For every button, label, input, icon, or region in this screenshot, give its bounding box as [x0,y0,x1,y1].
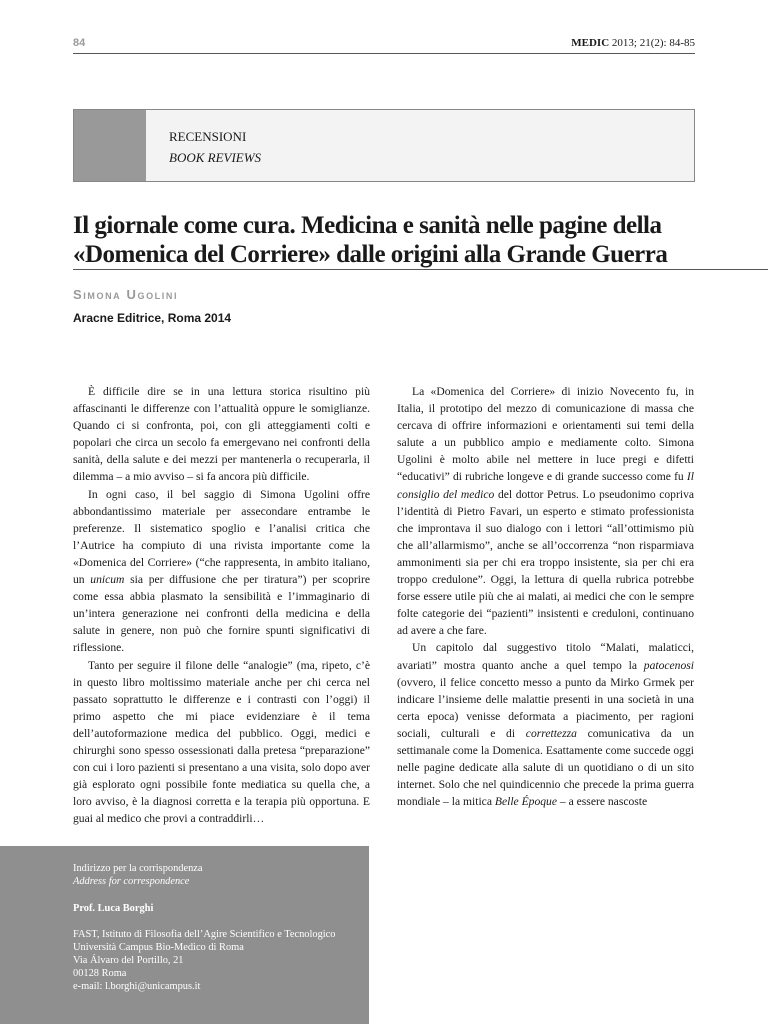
email-address: e-mail: l.borghi@unicampus.it [73,980,201,992]
text-run: (ovvero, il felice concetto messo a punto da Mirko Grmek per indicare l’insieme delle malattie presenti in una società in una certa epoca) venisse deformata a piacimento, per ragioni sociali, culturali e di [397,675,694,740]
paragraph [397,639,694,810]
address-line: Università Campus Bio-Medico di Roma [73,942,244,954]
paragraph [397,383,694,639]
text-run: Un capitolo dal suggestivo titolo “Malati, malaticci, avariati” mostra quanto anche a quel tempo la [397,641,694,672]
article-title-line2: «Domenica del Corriere» dalle origini alla Grande Guerra [73,241,668,268]
text-run: del dottor Petrus. Lo pseudonimo copriva l’identità di Pietro Favari, un esperto e stimato professionista che improntava il suo dialogo con i lettori “all’ottimismo più che all’allarmismo”, anche se all’occorrenza “non risparmiava ammonimenti sia per chi era troppo insistente, sia per chi era troppo credulone”. Oggi, la lettura di quella rubrica potrebbe forse essere utile più che ai malati, ai medici che con le sempre folte categorie dei “pazienti” insistenti e creduloni, continuano ad avere a che fare. [397,487,695,638]
section-grey-bar [74,110,146,181]
italic-text: correttezza [525,726,577,740]
correspondence-content [73,863,363,993]
italic-text: Il consiglio del medico [397,470,694,501]
section-box [73,109,695,182]
correspondence-label-en: Address for correspondence [73,875,190,887]
italic-text: patocenosi [643,658,694,672]
section-label-it: RECENSIONI [169,129,247,144]
section-label-en: BOOK REVIEWS [169,150,262,165]
correspondence-box [0,846,369,1024]
correspondence-address [73,929,363,993]
journal-citation: 2013; 21(2): 84-85 [611,37,695,49]
paragraph: Tanto per seguire il filone delle “analogie” (ma, ripeto, c’è in questo libro moltissimo materiale anche per chi cerca nel passato soprattutto le differenze e i contrasti con l’oggi) il primo aspetto che mi piace evidenziare è il tema dell’autoformazione medica del pubblico. Oggi, medici e chirurghi sono spesso ossessionati dalla pretesa “preparazione” con cui i loro pazienti si presentano a una visita, solo dopo aver già esplorato ogni possibile fonte mediatica su quella che, a loro avviso, è la diagnosi corretta e la terapia più opportuna. E guai al medico che provi a contraddirli… [73,658,370,826]
body-column-left [73,383,370,827]
body-column-right [397,383,694,810]
text-run: In ogni caso, il bel saggio di Simona Ugolini offre abbondantissimo materiale per assecondare entrambe le preferenze. Il sistematico spoglio e l’analisi critica che l’Autrice ha compiuto di una rivista importante come la «Domenica del Corriere» (“che rappresenta, in ambito italiano, un [73,487,370,587]
address-line: 00128 Roma [73,967,127,979]
text-run: – a essere nascoste [557,795,648,809]
paragraph [73,486,370,657]
paragraph: È difficile dire se in una lettura storica risultino più affascinanti le differenze con l’attualità oppure le somiglianze. Quando ci si confronta, poi, con gli atteggiamenti colti e popolari che circa un secolo fa emergevano nei confronti della sanità, della salute e dei mezzi per mantenerla o recuperarla, il dilemma – a mio avviso – si fa ancora più difficile. [73,385,370,484]
author-name: Simona Ugolini [73,287,179,302]
text-run: La «Domenica del Corriere» di inizio Novecento fu, in Italia, il prototipo del mezzo di comunicazione di massa che cercava di offrire informazioni e orientamenti sui temi della salute a un pubblico ampio e mediamente colto. Simona Ugolini è molto abile nel mettere in luce pregi e difetti “educativi” di rubriche longeve e di grande successo come fu [397,385,694,484]
italic-text: Belle Époque [494,795,558,809]
journal-reference [571,37,695,49]
journal-name: MEDIC [571,37,610,49]
article-title-line1: Il giornale come cura. Medicina e sanità nelle pagine della [73,212,662,239]
header-rule [73,53,695,54]
address-line: FAST, Istituto di Filosofia dell’Agire Scientifico e Tecnologico [73,929,336,941]
correspondence-name: Prof. Luca Borghi [73,902,154,914]
address-line: Via Álvaro del Portillo, 21 [73,954,184,966]
title-rule [73,269,768,270]
publisher: Aracne Editrice, Roma 2014 [73,311,232,325]
text-run: comunicativa da un settimanale come la Domenica. Esattamente come succede oggi nelle pagine dedicate alla salute di un quotidiano o di un sito internet. Solo che nel quindicennio che precede la prima guerra mondiale – la mitica [397,726,694,809]
text-run: sia per diffusione che per tiratura”) per scoprire come essa abbia plasmato la sensibilità e l’immaginario di un’intera generazione nei confronti della medicina e della salute in genere, non può che fornire spunti significativi di riflessione. [73,573,370,655]
italic-text: unicum [90,573,125,587]
page-number: 84 [73,37,86,49]
correspondence-label-it: Indirizzo per la corrispondenza [73,863,203,874]
article-title [73,211,713,269]
